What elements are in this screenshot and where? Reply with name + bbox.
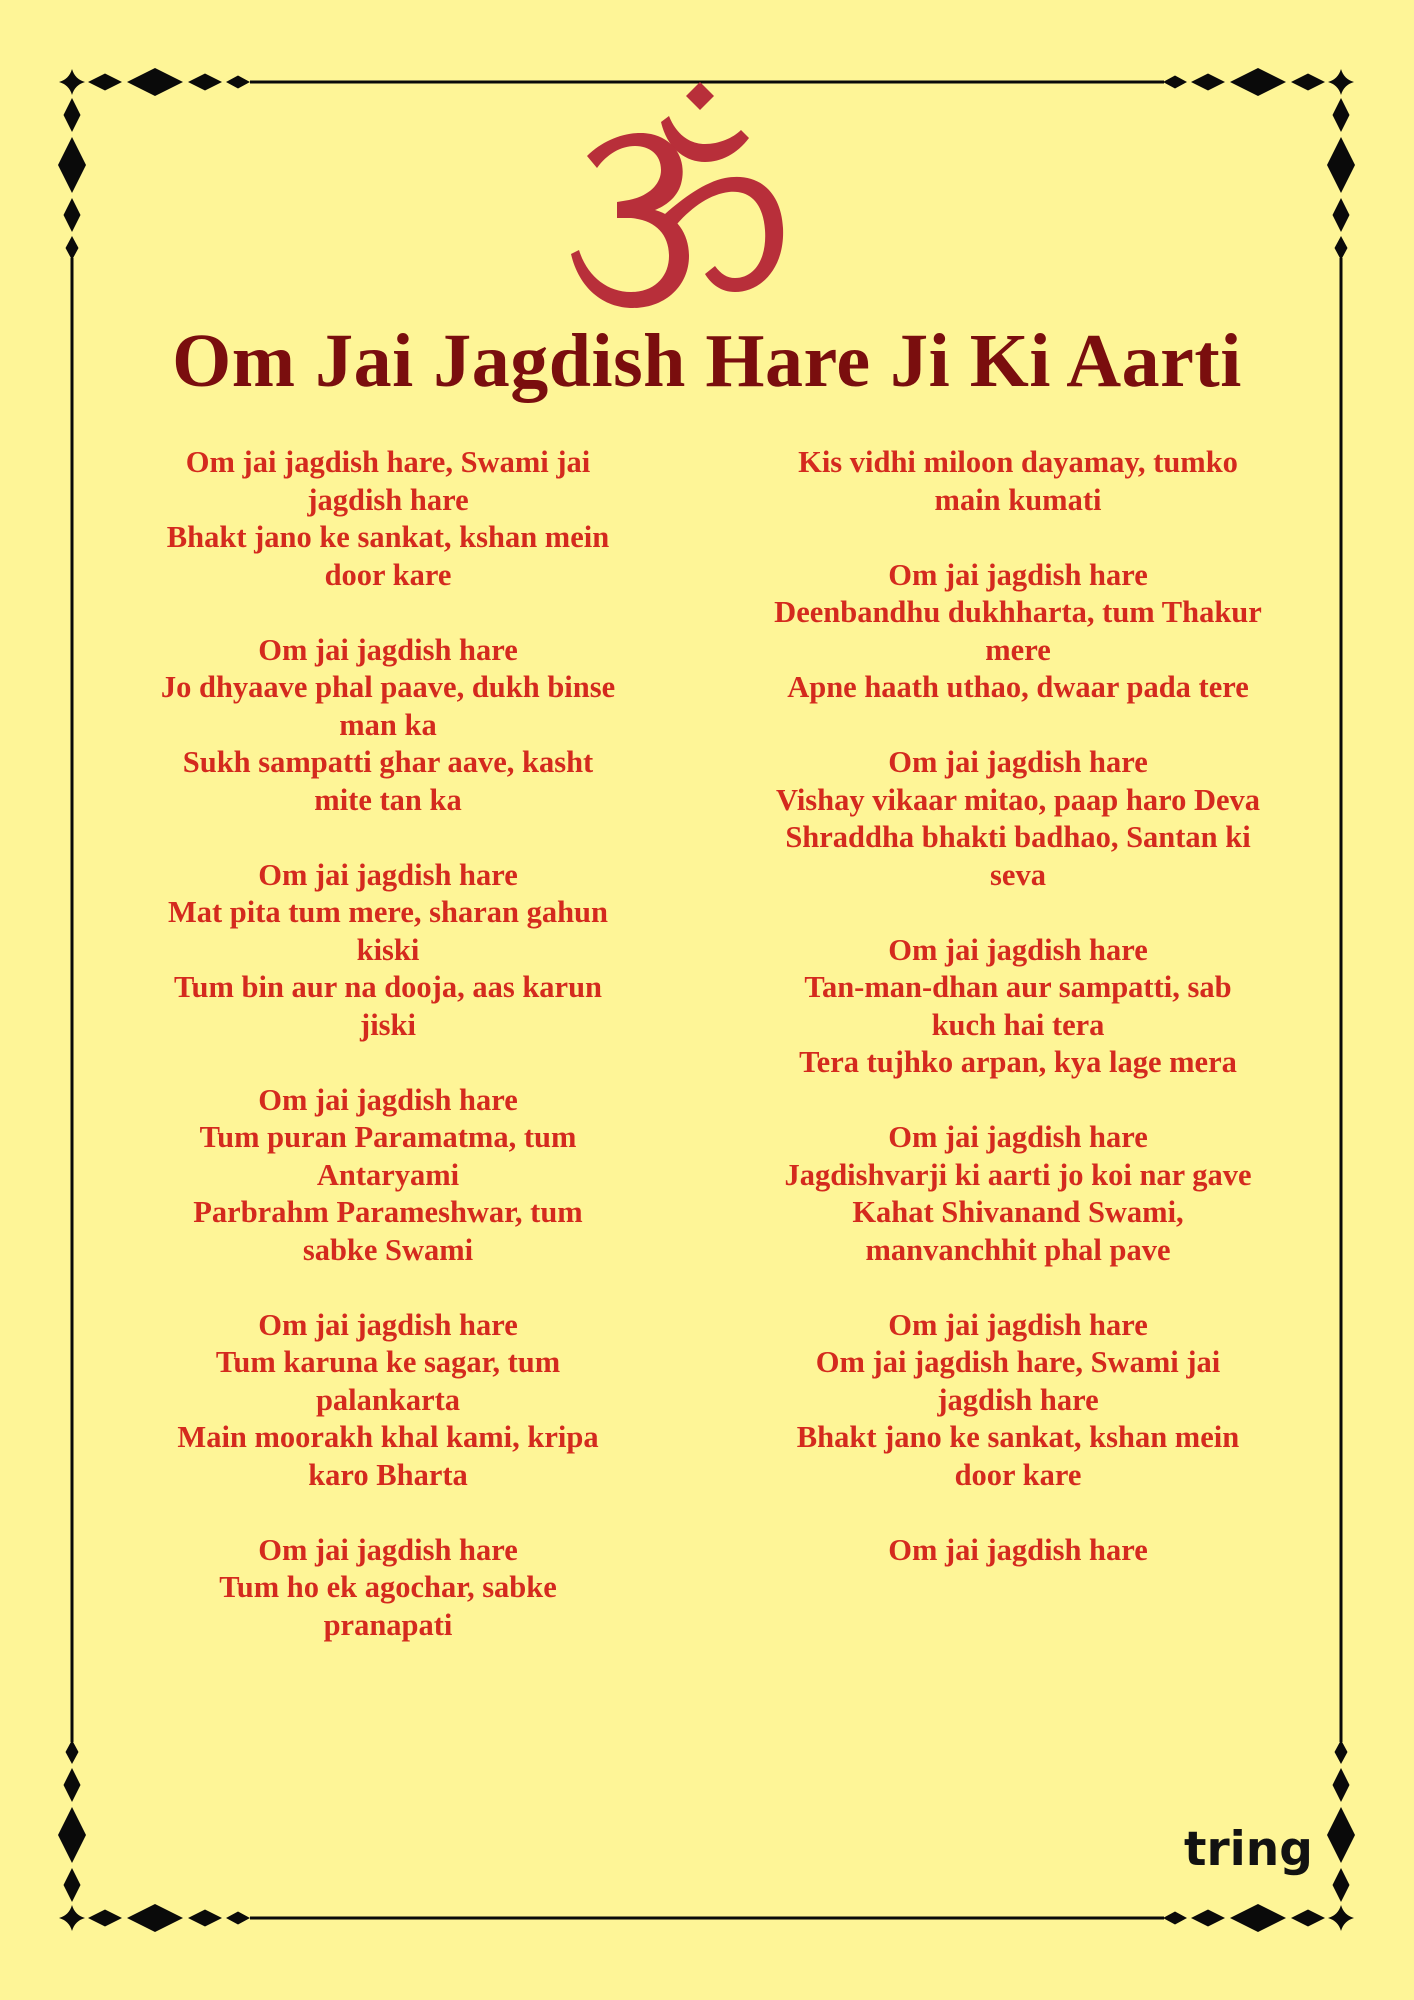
lyric-line: Antaryami	[316, 1157, 460, 1192]
diamond-ornament-icon	[226, 1912, 250, 1925]
lyric-line: karo Bharta	[308, 1457, 468, 1492]
om-symbol-icon	[565, 78, 790, 313]
diamond-ornament-icon	[1291, 1910, 1325, 1927]
lyric-line: Apne haath uthao, dwaar pada tere	[787, 670, 1249, 704]
lyric-line: Tera tujhko arpan, kya lage mera	[799, 1045, 1237, 1079]
diamond-ornament-icon	[1191, 1910, 1225, 1927]
lyric-line: jagdish hare	[937, 1382, 1099, 1417]
diamond-ornament-icon	[64, 198, 81, 232]
diamond-ornament-icon	[1335, 1740, 1348, 1764]
diamond-ornament-icon	[64, 1868, 81, 1902]
lyric-line: Kahat Shivanand Swami,	[852, 1195, 1184, 1229]
diamond-ornament-icon	[226, 76, 250, 89]
diamond-ornament-icon	[1163, 76, 1187, 89]
lyric-line: Om jai jagdish hare	[258, 1307, 518, 1342]
lyrics-right-column	[722, 444, 1314, 1607]
lyric-line: Om jai jagdish hare, Swami jai	[815, 1345, 1221, 1379]
stanza	[722, 744, 1314, 894]
stanza	[722, 1307, 1314, 1495]
lyric-line: main kumati	[934, 482, 1102, 517]
diamond-ornament-icon	[1230, 1904, 1286, 1932]
diamond-ornament-icon	[88, 74, 122, 91]
lyric-line: Om jai jagdish hare	[258, 857, 518, 892]
lyric-line: Bhakt jano ke sankat, kshan mein	[796, 1420, 1240, 1454]
lyric-line: Tum bin aur na dooja, aas karun	[173, 970, 602, 1004]
lyric-line: Sukh sampatti ghar aave, kasht	[182, 745, 594, 779]
stanza	[118, 444, 658, 594]
lyric-line: Om jai jagdish hare	[888, 1532, 1148, 1567]
diamond-ornament-icon	[58, 1807, 86, 1863]
lyric-line: pranapati	[323, 1607, 453, 1642]
diamond-ornament-icon	[64, 98, 81, 132]
lyric-line: Om jai jagdish hare, Swami jai	[185, 445, 591, 479]
diamond-ornament-icon	[1291, 74, 1325, 91]
diamond-ornament-icon	[58, 137, 86, 193]
lyric-line: Om jai jagdish hare	[888, 932, 1148, 967]
lyric-line: Om jai jagdish hare	[258, 632, 518, 667]
lyric-line: seva	[990, 857, 1046, 892]
corner-star-icon	[59, 69, 85, 95]
diamond-ornament-icon	[1191, 74, 1225, 91]
lyric-line: Om jai jagdish hare	[888, 1120, 1148, 1154]
diamond-ornament-icon	[66, 1740, 79, 1764]
lyric-line: Kis vidhi miloon dayamay, tumko	[798, 445, 1238, 479]
lyric-line: Om jai jagdish hare	[888, 557, 1148, 592]
diamond-ornament-icon	[1333, 1868, 1350, 1902]
brand-logo: tring	[1184, 1822, 1313, 1877]
lyric-line: Deenbandhu dukhharta, tum Thakur	[774, 595, 1262, 629]
diamond-ornament-icon	[1333, 198, 1350, 232]
lyric-line: Om jai jagdish hare	[888, 745, 1148, 779]
lyric-line: Parbrahm Parameshwar, tum	[193, 1195, 583, 1229]
diamond-ornament-icon	[1230, 68, 1286, 96]
lyric-line: Vishay vikaar mitao, paap haro Deva	[775, 782, 1261, 817]
page-title: Om Jai Jagdish Hare Ji Ki Aarti	[172, 319, 1242, 403]
lyric-line: Shraddha bhakti badhao, Santan ki	[785, 820, 1251, 854]
stanza	[722, 557, 1314, 707]
lyric-line: Mat pita tum mere, sharan gahun	[167, 895, 608, 929]
stanza	[118, 632, 658, 820]
lyric-line: door kare	[954, 1457, 1082, 1492]
diamond-ornament-icon	[1327, 137, 1355, 193]
lyrics-left-column	[118, 444, 658, 1682]
lyric-line: jagdish hare	[307, 482, 469, 517]
diamond-ornament-icon	[127, 68, 183, 96]
lyric-line: Tum puran Paramatma, tum	[199, 1120, 577, 1154]
diamond-ornament-icon	[1327, 1807, 1355, 1863]
diamond-ornament-icon	[1333, 98, 1350, 132]
diamond-ornament-icon	[1333, 1768, 1350, 1802]
lyric-line: Main moorakh khal kami, kripa	[177, 1420, 599, 1454]
lyric-line: door kare	[324, 557, 452, 592]
lyric-line: jiski	[360, 1007, 416, 1042]
lyric-line: sabke Swami	[302, 1232, 474, 1267]
corner-star-icon	[1328, 1905, 1354, 1931]
diamond-ornament-icon	[88, 1910, 122, 1927]
lyric-line: Bhakt jano ke sankat, kshan mein	[166, 520, 610, 554]
stanza	[722, 1532, 1314, 1570]
lyric-line: mite tan ka	[314, 782, 462, 817]
stanza	[722, 1119, 1314, 1269]
corner-star-icon	[59, 1905, 85, 1931]
stanza	[722, 932, 1314, 1082]
lyric-line: palankarta	[315, 1382, 461, 1417]
corner-star-icon	[1328, 69, 1354, 95]
lyric-line: Tum ho ek agochar, sabke	[219, 1570, 557, 1604]
lyric-line: man ka	[339, 707, 437, 742]
lyric-line: manvanchhit phal pave	[865, 1232, 1171, 1267]
lyric-line: kuch hai tera	[931, 1007, 1105, 1042]
lyric-line: Tum karuna ke sagar, tum	[215, 1345, 561, 1379]
lyric-line: Om jai jagdish hare	[888, 1307, 1148, 1342]
lyric-line: kiski	[356, 932, 420, 967]
stanza	[118, 1532, 658, 1645]
diamond-ornament-icon	[64, 1768, 81, 1802]
diamond-ornament-icon	[127, 1904, 183, 1932]
lyric-line: Tan-man-dhan aur sampatti, sab	[804, 970, 1232, 1004]
stanza	[118, 1307, 658, 1495]
diamond-ornament-icon	[188, 1910, 222, 1927]
stanza	[118, 1082, 658, 1270]
diamond-ornament-icon	[1163, 1912, 1187, 1925]
lyric-line: Jagdishvarji ki aarti jo koi nar gave	[784, 1157, 1252, 1192]
stanza	[722, 444, 1314, 519]
diamond-ornament-icon	[188, 74, 222, 91]
diamond-ornament-icon	[1335, 236, 1348, 260]
stanza	[118, 857, 658, 1045]
diamond-ornament-icon	[66, 236, 79, 260]
lyric-line: Om jai jagdish hare	[258, 1532, 518, 1567]
lyric-line: Jo dhyaave phal paave, dukh binse	[160, 670, 616, 704]
lyric-line: Om jai jagdish hare	[258, 1082, 518, 1117]
lyric-line: mere	[985, 632, 1051, 667]
